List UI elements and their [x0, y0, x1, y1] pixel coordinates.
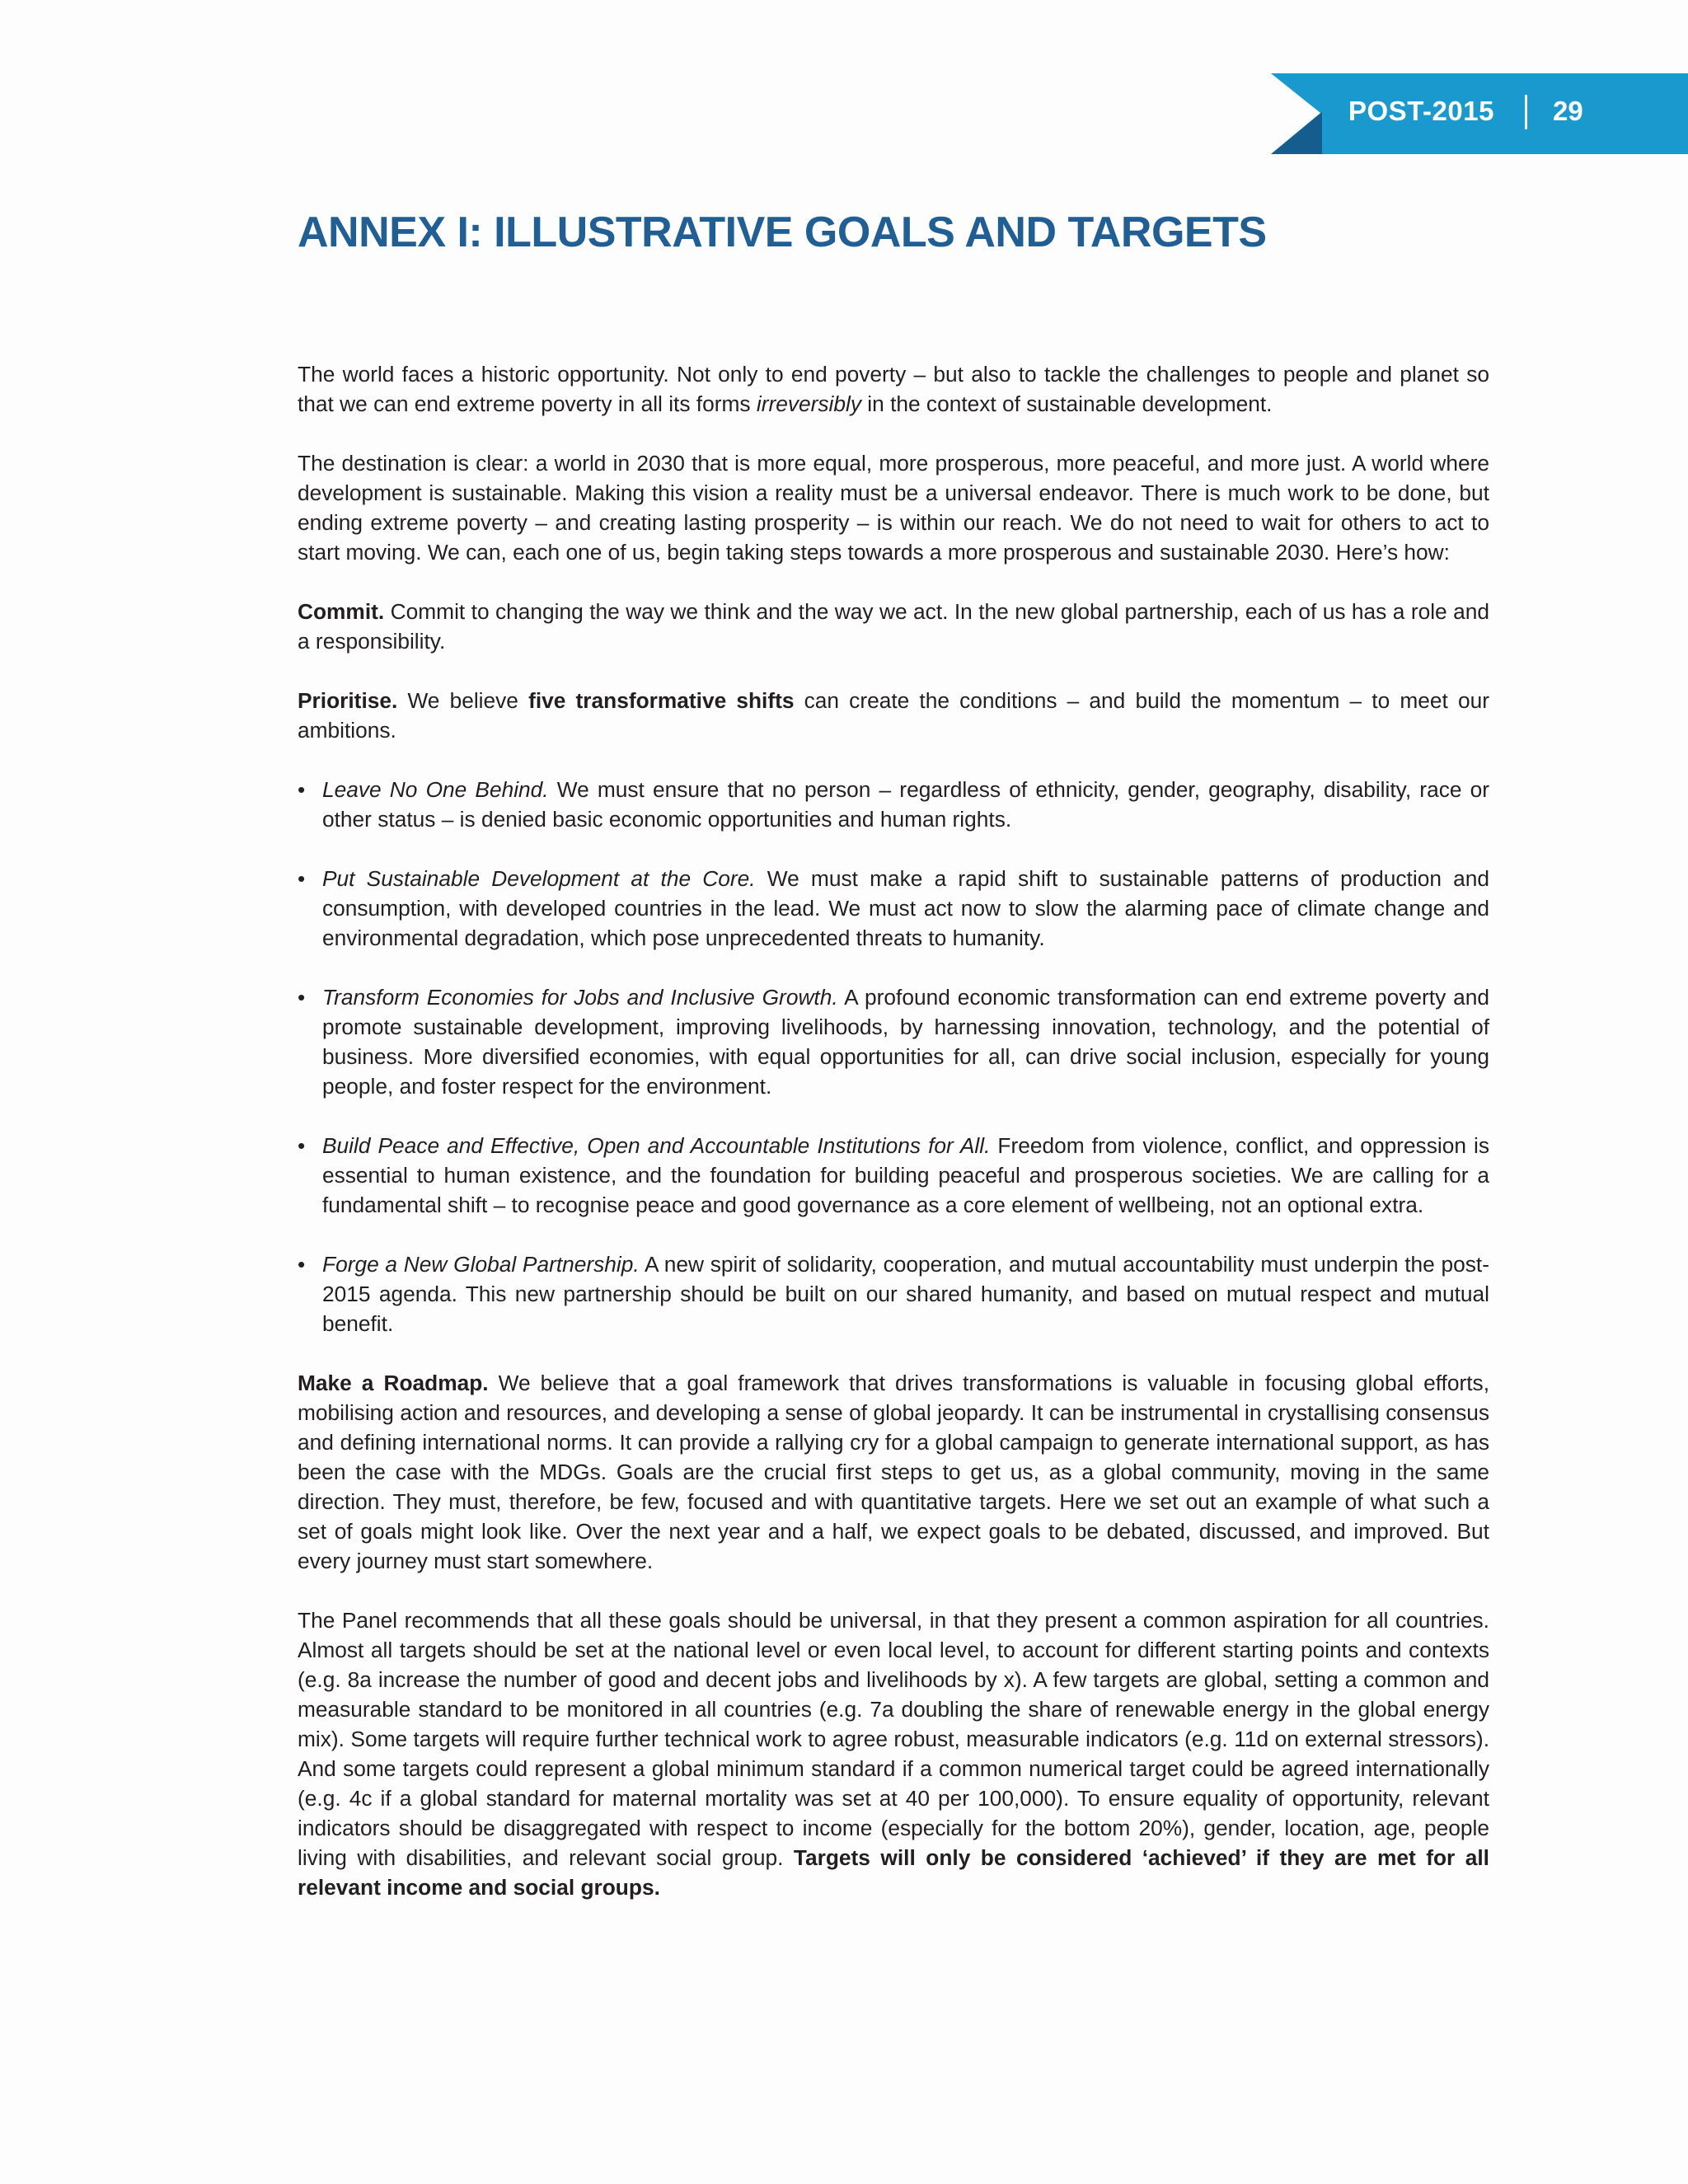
roadmap-lead: Make a Roadmap.	[298, 1371, 489, 1395]
panel-conclusion: Targets will only be considered ‘achieved’ if they are met for all relevant income and social groups.	[298, 1845, 1489, 1900]
bullet-icon: •	[298, 985, 306, 1010]
bullet-icon: •	[298, 866, 306, 891]
list-item: • Transform Economies for Jobs and Inclusive Growth. A profound economic transformation can end extreme poverty and promote sustainable development, improving livelihoods, by harnessing innovation, technology, and the potential of business. More diversified economies, with equal opportunities for all, can drive social inclusion, especially for young people, and foster respect for the environment.	[298, 982, 1489, 1101]
panel-paragraph: The Panel recommends that all these goals should be universal, in that they present a common aspiration for all countries. Almost all targets should be set at the national level or even local level, to account for different starting points and contexts (e.g. 8a increase the number of good and decent jobs and livelihoods by x). A few targets are global, setting a common and measurable standard to be monitored in all countries (e.g. 7a doubling the share of renewable energy in the global energy mix). Some targets will require further technical work to agree robust, measurable indicators (e.g. 11d on external stressors). And some targets could represent a global minimum standard if a common numerical target could be agreed internationally (e.g. 4c if a global standard for maternal mortality was set at 40 per 100,000). To ensure equality of opportunity, relevant indicators should be disaggregated with respect to income (especially for the bottom 20%), gender, location, age, people living with disabilities, and relevant social group. Targets will only be considered ‘achieved’ if they are met for all relevant income and social groups.	[298, 1608, 1489, 1900]
commit-paragraph: Commit. Commit to changing the way we think and the way we act. In the new global partnership, each of us has a role and a responsibility.	[298, 599, 1489, 654]
list-item: • Put Sustainable Development at the Core. We must make a rapid shift to sustainable patterns of production and consumption, with developed countries in the lead. We must act now to slow the alarming pace of climate change and environmental degradation, which pose unprecedented threats to humanity.	[298, 864, 1489, 953]
transformative-shifts-list	[298, 775, 1489, 1338]
list-item: • Forge a New Global Partnership. A new spirit of solidarity, cooperation, and mutual accountability must underpin the post-2015 agenda. This new partnership should be built on our shared humanity, and based on mutual respect and mutual benefit.	[298, 1249, 1489, 1338]
bullet-icon: •	[298, 777, 306, 802]
roadmap-paragraph: Make a Roadmap. We believe that a goal framework that drives transformations is valuable in focusing global efforts, mobilising action and resources, and developing a sense of global jeopardy. It can be instrumental in crystallising consensus and defining international norms. It can provide a rallying cry for a global campaign to generate international support, as has been the case with the MDGs. Goals are the crucial first steps to get us, as a global community, moving in the same direction. They must, therefore, be few, focused and with quantitative targets. Here we set out an example of what such a set of goals might look like. Over the next year and a half, we expect goals to be debated, discussed, and improved. But every journey must start somewhere.	[298, 1371, 1490, 1573]
bullet-icon: •	[298, 1133, 306, 1158]
page-number: 29	[1553, 96, 1583, 126]
commit-lead: Commit.	[298, 599, 385, 624]
bullet-icon: •	[298, 1252, 306, 1277]
intro-paragraph-2: The destination is clear: a world in 2030 that is more equal, more prosperous, more peaceful, and more just. A world where development is sustainable. Making this vision a reality must be a universal endeavor. There is much work to be done, but ending extreme poverty – and creating lasting prosperity – is within our reach. We do not need to wait for others to act to start moving. We can, each one of us, begin taking steps towards a more prosperous and sustainable 2030. Here’s how:	[298, 451, 1489, 565]
prioritise-lead: Prioritise.	[298, 688, 398, 713]
body-text	[298, 359, 1489, 1932]
running-header-label: POST-2015	[1348, 96, 1494, 126]
page-title: ANNEX I: ILLUSTRATIVE GOALS AND TARGETS	[298, 209, 1267, 256]
prioritise-paragraph: Prioritise. We believe five transformative shifts can create the conditions – and build the momentum – to meet our ambitions.	[298, 688, 1489, 743]
intro-paragraph-1: The world faces a historic opportunity. Not only to end poverty – but also to tackle the challenges to people and planet so that we can end extreme poverty in all its forms irreversibly in the context of sustainable development.	[298, 362, 1489, 416]
list-item: • Leave No One Behind. We must ensure that no person – regardless of ethnicity, gender, geography, disability, race or other status – is denied basic economic opportunities and human rights.	[298, 775, 1489, 834]
header-banner-shadow	[1271, 112, 1322, 154]
list-item: • Build Peace and Effective, Open and Accountable Institutions for All. Freedom from violence, conflict, and oppression is essential to human existence, and the foundation for building peaceful and prosperous societies. We are calling for a fundamental shift – to recognise peace and good governance as a core element of wellbeing, not an optional extra.	[298, 1131, 1489, 1220]
header-separator	[1525, 95, 1527, 129]
